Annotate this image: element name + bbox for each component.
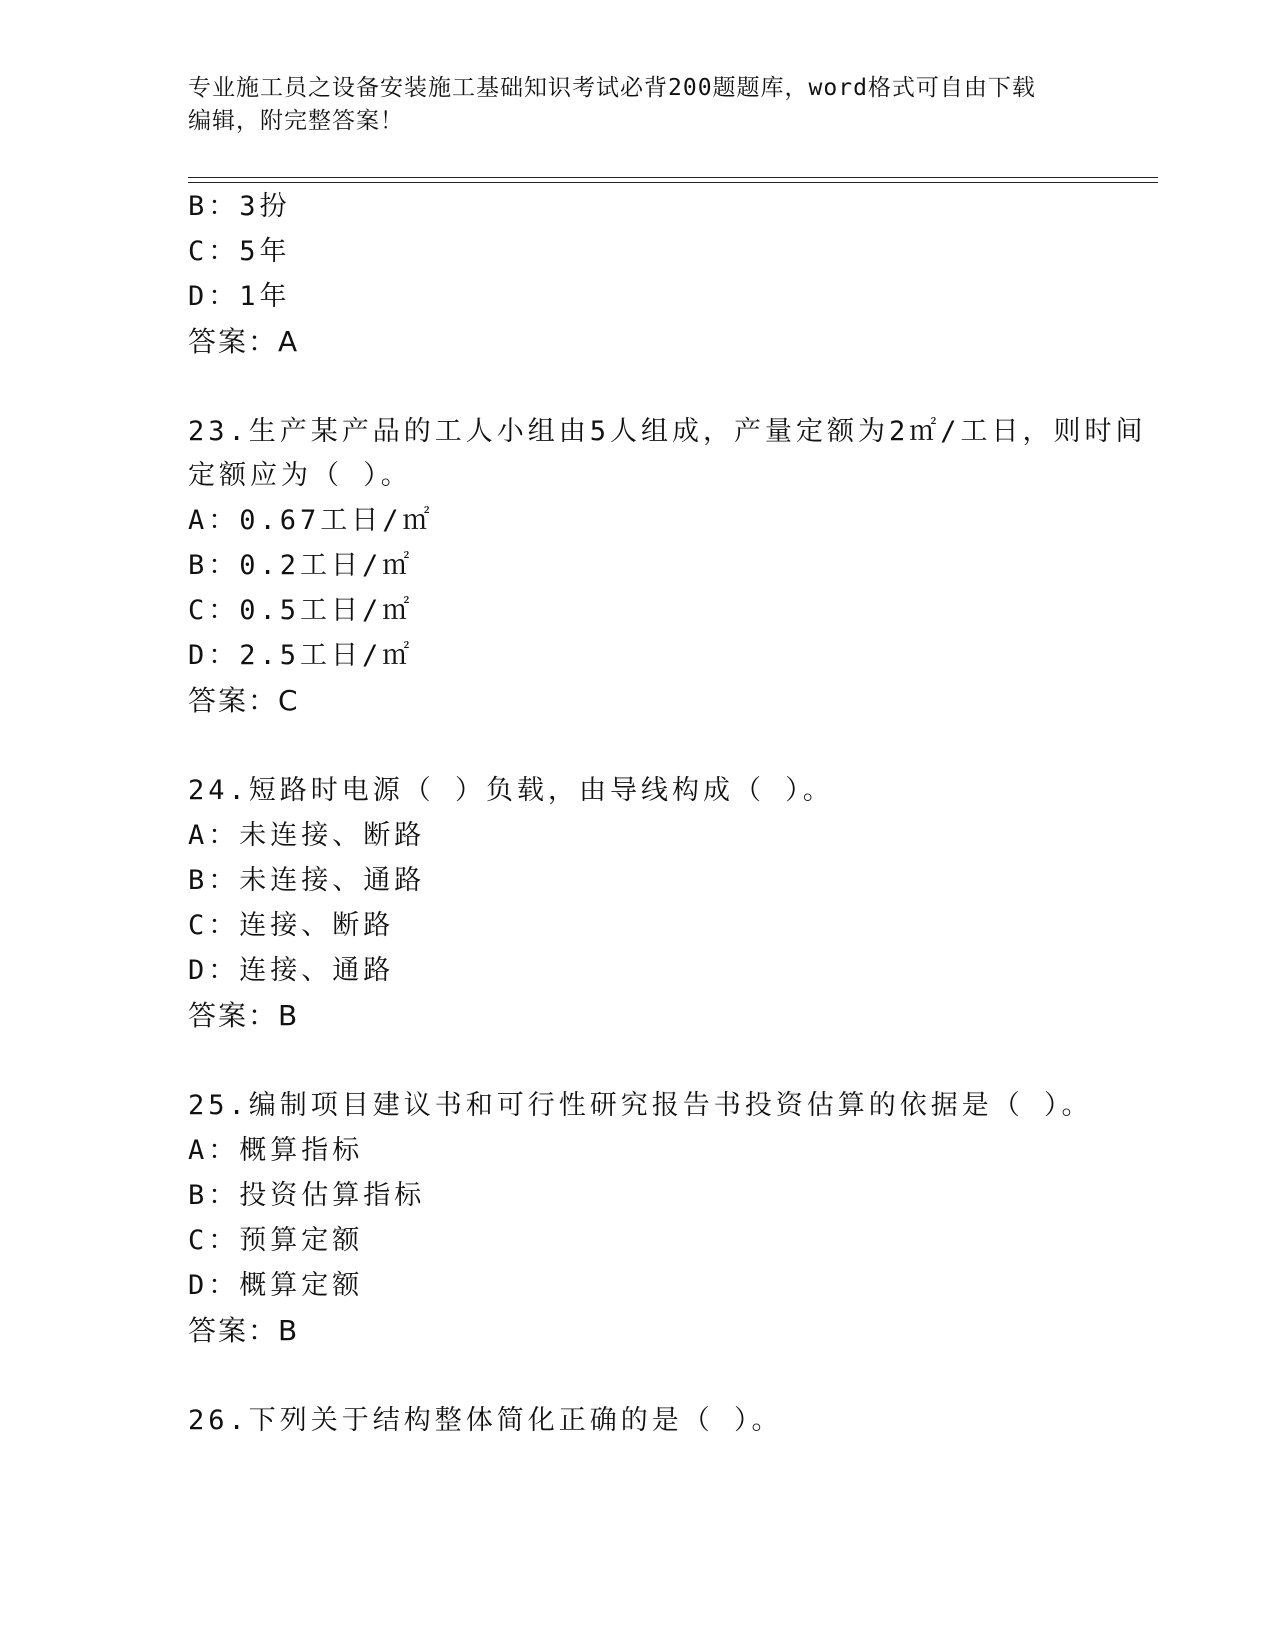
option-c: C：5年 bbox=[188, 236, 291, 267]
answer-label: 答案：B bbox=[188, 1314, 300, 1347]
header-title-line-2: 编辑，附完整答案！ bbox=[188, 108, 404, 134]
answer-label: 答案：A bbox=[188, 325, 300, 358]
header-title-line-1: 专业施工员之设备安装施工基础知识考试必背200题题库，word格式可自由下载 bbox=[188, 75, 1036, 101]
question-stem: 25.编制项目建议书和可行性研究报告书投资估算的依据是（ ）。 bbox=[188, 1090, 1093, 1121]
question-stem-continued: 定额应为（ ）。 bbox=[188, 460, 412, 491]
answer-label: 答案：C bbox=[188, 684, 300, 717]
option-b: B：投资估算指标 bbox=[188, 1180, 426, 1211]
option-d: D：1年 bbox=[188, 281, 291, 312]
option-a: A：0.67工日/㎡ bbox=[188, 505, 434, 536]
option-c: C：连接、断路 bbox=[188, 910, 395, 941]
question-stem: 23.生产某产品的工人小组由5人组成，产量定额为2㎡/工日，则时间 bbox=[188, 416, 1147, 447]
document-header bbox=[188, 72, 1088, 138]
option-b: B：0.2工日/㎡ bbox=[188, 550, 414, 581]
header-divider-top bbox=[188, 177, 1158, 178]
header-divider-bottom bbox=[188, 182, 1158, 183]
option-d: D：概算定额 bbox=[188, 1270, 364, 1301]
option-b: B：未连接、通路 bbox=[188, 865, 426, 896]
option-b: B：3扮 bbox=[188, 191, 291, 222]
option-d: D：连接、通路 bbox=[188, 955, 395, 986]
option-a: A：未连接、断路 bbox=[188, 820, 426, 851]
option-a: A：概算指标 bbox=[188, 1135, 364, 1166]
answer-label: 答案：B bbox=[188, 999, 300, 1032]
option-c: C：预算定额 bbox=[188, 1225, 364, 1256]
option-c: C：0.5工日/㎡ bbox=[188, 595, 414, 626]
question-stem: 24.短路时电源（ ）负载，由导线构成（ ）。 bbox=[188, 775, 834, 806]
option-d: D：2.5工日/㎡ bbox=[188, 640, 414, 671]
question-stem: 26.下列关于结构整体简化正确的是（ ）。 bbox=[188, 1405, 783, 1436]
